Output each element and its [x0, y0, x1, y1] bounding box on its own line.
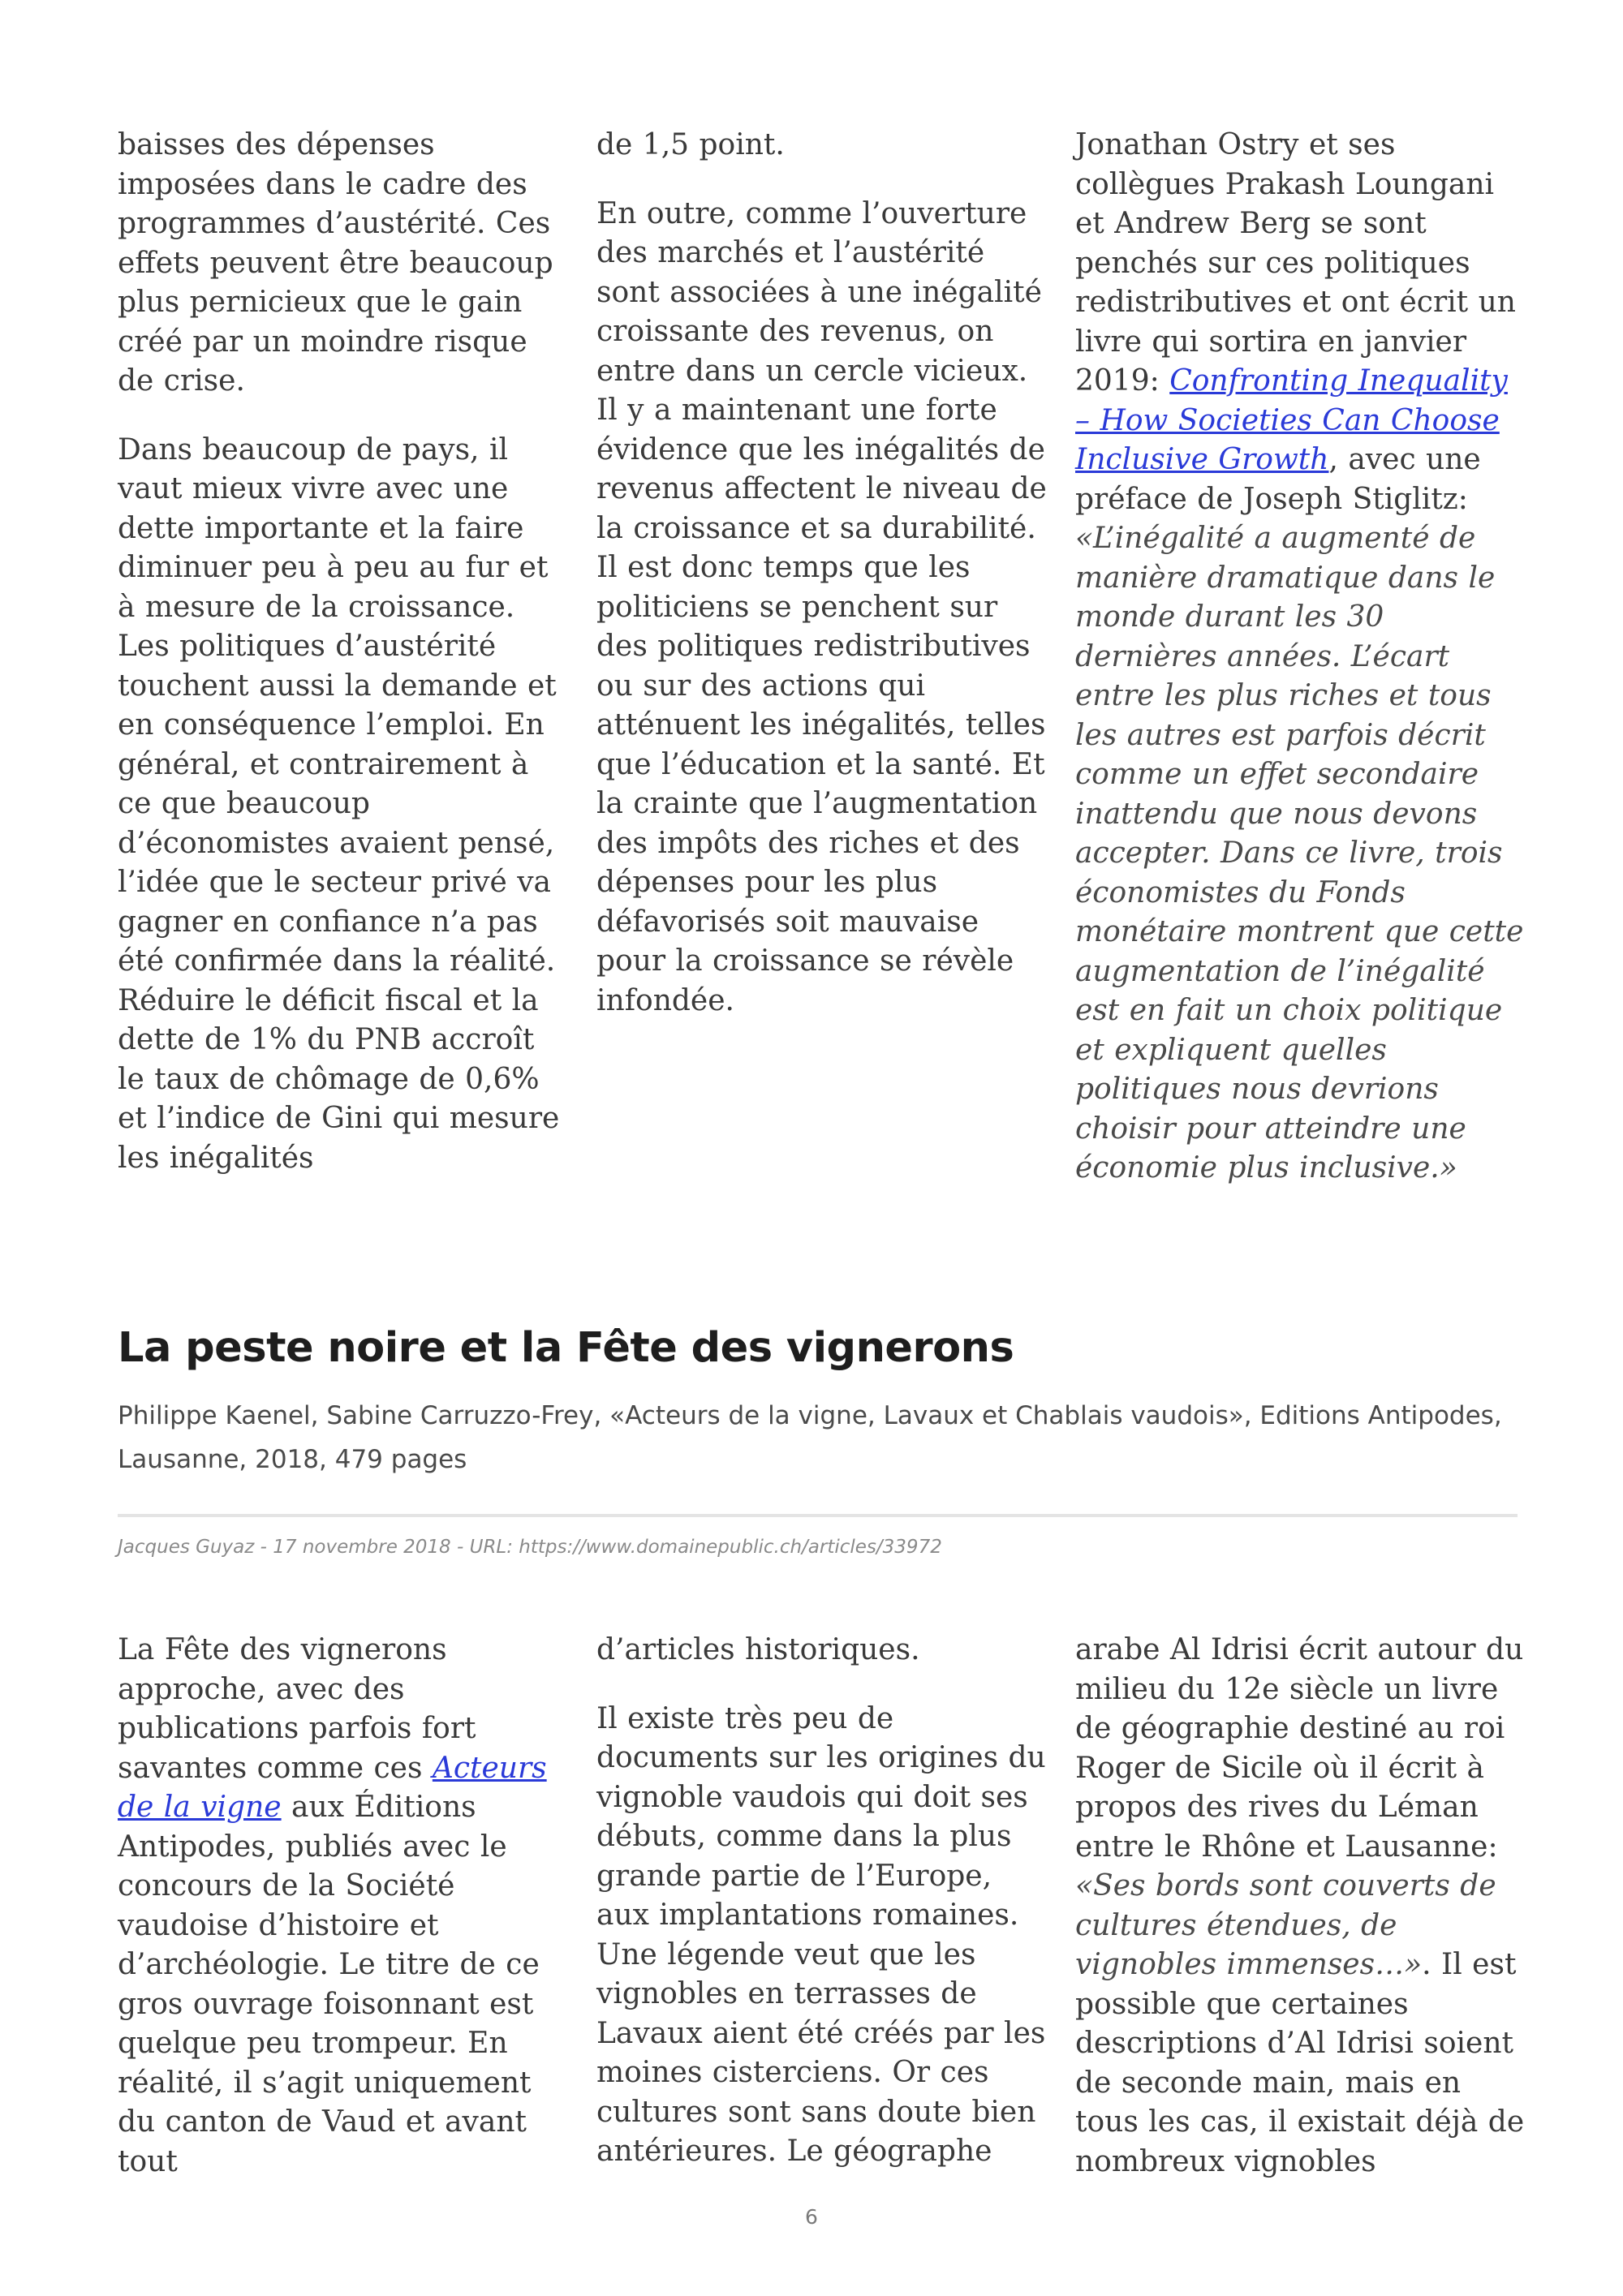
article1-column-1: [118, 126, 569, 1178]
paragraph-text: arabe Al Idrisi écrit autour du milieu du 12e siècle un livre de géographie destiné au roi Roger de Sicile où il écrit à propos des rives du Léman entre le Rhône et Lausanne:: [1075, 1633, 1524, 1864]
paragraph: En outre, comme l’ouverture des marchés et l’austérité sont associées à une inégalité croissante des revenus, on entre dans un cercle vicieux. Il y a maintenant une forte évidence que les inégalités de revenus affectent le niveau de la croissance et sa durabilité. Il est donc temps que les politiciens se penchent sur des politiques redistributives ou sur des actions qui atténuent les inégalités, telles que l’éducation et la santé. Et la crainte que l’augmentation des impôts des riches et des dépenses pour les plus défavorisés soit mauvaise pour la croissance se révèle infondée.: [596, 196, 1047, 1017]
paragraph: d’articles historiques.: [596, 1633, 920, 1666]
article1-column-2: [596, 126, 1048, 1021]
paragraph-text: . Il est possible que certaines descriptions d’Al Idrisi soient de seconde main, mais en tous les cas, il existait déjà de nombreux vignobles: [1075, 1948, 1525, 2178]
article2-column-3: [1075, 1631, 1526, 2182]
paragraph: Il existe très peu de documents sur les origines du vignoble vaudois qui doit ses débuts, comme dans la plus grande partie de l’Europe, aux implantations romaines. Une légende veut que les vignobles en terrasses de Lavaux aient été créés par les moines cisterciens. Or ces cultures sont sans doute bien antérieures. Le géographe: [596, 1701, 1046, 2168]
geographer-quote: «Ses bords sont couverts de cultures étendues, de vignobles immenses…»: [1075, 1869, 1496, 1981]
article-meta: Jacques Guyaz - 17 novembre 2018 - URL: https://www.domainepublic.ch/articles/33972: [118, 1537, 942, 1558]
paragraph-text: Jonathan Ostry et ses collègues Prakash Loungani et Andrew Berg se sont penchés sur ces politiques redistributives et ont écrit un livre qui sortira en janvier 2019:: [1075, 128, 1516, 398]
paragraph: [1075, 1631, 1526, 2182]
page-number: 6: [805, 2205, 818, 2229]
paragraph-text: , avec une préface de Joseph Stiglitz:: [1075, 443, 1481, 516]
paragraph: baisses des dépenses imposées dans le cadre des programmes d’austérité. Ces effets peuvent être beaucoup plus pernicieux que le gain créé par un moindre risque de crise.: [118, 128, 553, 398]
paragraph-text: aux Éditions Antipodes, publiés avec le concours de la Société vaudoise d’histoire et d’archéologie. Le titre de ce gros ouvrage foisonnant est quelque peu trompeur. En réalité, il s’agit uniquement du canton de Vaud et avant tout: [118, 1791, 540, 2178]
paragraph: [1075, 126, 1526, 1189]
book-link[interactable]: Acteurs de la vigne: [118, 1751, 547, 1824]
paragraph: Dans beaucoup de pays, il vaut mieux vivre avec une dette importante et la faire diminuer peu à peu au fur et à mesure de la croissance. Les politiques d’austérité touchent aussi la demande et en conséquence l’emploi. En général, et contrairement à ce que beaucoup d’économistes avaient pensé, l’idée que le secteur privé va gagner en confiance n’a pas été confirmée dans la réalité. Réduire le déficit fiscal et la dette de 1% du PNB accroît le taux de chômage de 0,6% et l’indice de Gini qui mesure les inégalités: [118, 432, 560, 1175]
paragraph: [118, 1631, 569, 2182]
book-link[interactable]: Confronting Inequality – How Societies Can Choose Inclusive Growth: [1075, 364, 1508, 476]
article2-column-2: [596, 1631, 1048, 2172]
book-quote: «L’inégalité a augmenté de manière dramatique dans le monde durant les 30 dernières années. L’écart entre les plus riches et tous les autres est parfois décrit comme un effet secondaire inattendu que nous devons accepter. Dans ce livre, trois économistes du Fonds monétaire montrent que cette augmentation de l’inégalité est en fait un choix politique et expliquent quelles politiques nous devrions choisir pour atteindre une économie plus inclusive.»: [1075, 522, 1524, 1185]
paragraph: de 1,5 point.: [596, 128, 785, 161]
article-subtitle: Philippe Kaenel, Sabine Carruzzo-Frey, «Acteurs de la vigne, Lavaux et Chablais vaudois», Editions Antipodes, Lausanne, 2018, 479 pages: [118, 1401, 1502, 1474]
article1-column-3: [1075, 126, 1526, 1189]
article2-column-1: [118, 1631, 569, 2182]
paragraph-text: La Fête des vignerons approche, avec des publications parfois fort savantes comme ces: [118, 1633, 476, 1785]
divider: [118, 1514, 1518, 1517]
article-title: La peste noire et la Fête des vignerons: [118, 1324, 1014, 1372]
